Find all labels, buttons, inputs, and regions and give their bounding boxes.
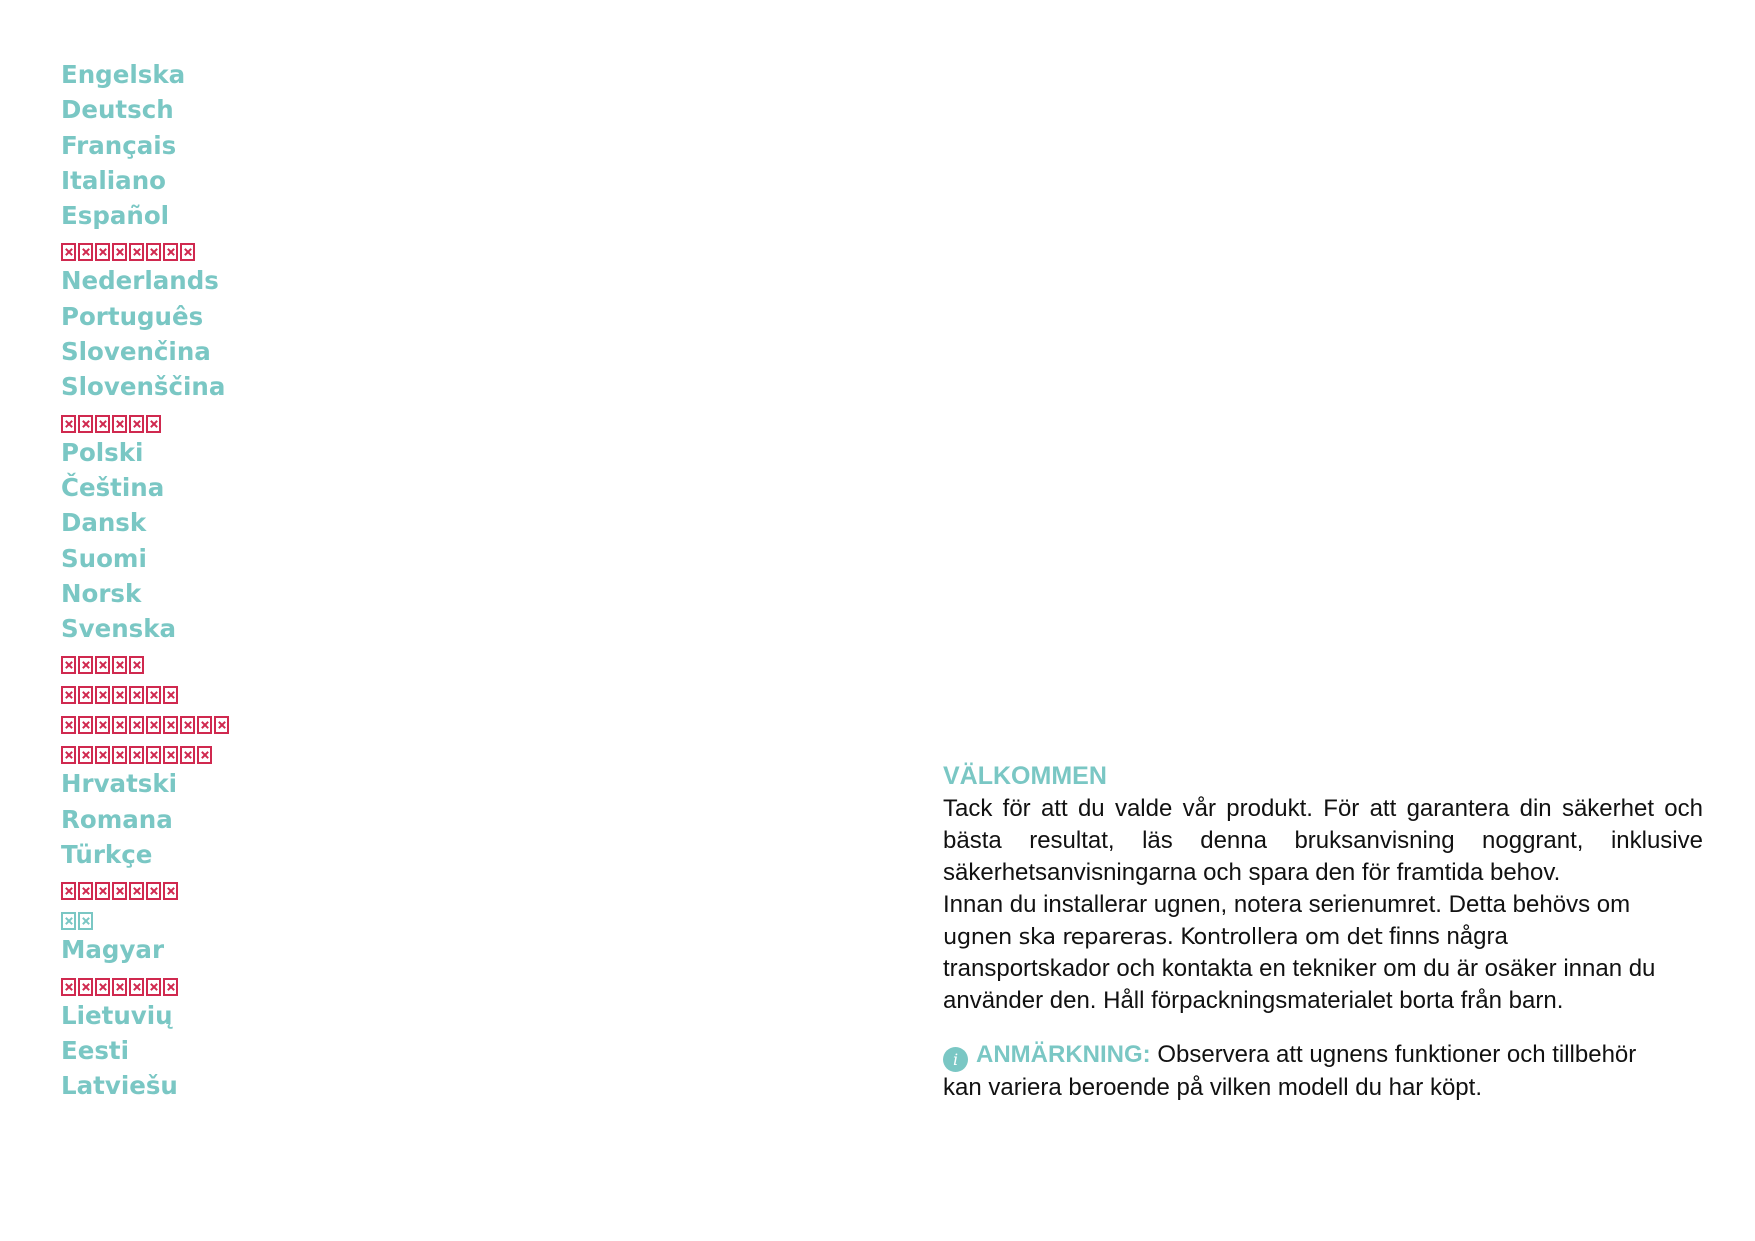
missing-glyph-icon: [112, 656, 127, 674]
language-item: Deutsch: [61, 95, 174, 125]
language-item: Français: [61, 130, 177, 160]
language-item-missing-glyphs: [61, 969, 301, 999]
missing-glyph-icon: [95, 415, 110, 433]
missing-glyph-icon: [129, 656, 144, 674]
missing-glyph-icon: [95, 243, 110, 261]
missing-glyph-icon: [61, 746, 76, 764]
welcome-line: Innan du installerar ugnen, notera serienumret. Detta behövs om: [943, 891, 1631, 918]
missing-glyph-icon: [78, 882, 93, 900]
welcome-line-part: finns några: [1382, 923, 1508, 950]
missing-glyph-icon: [112, 686, 127, 704]
missing-glyph-icon: [146, 243, 161, 261]
language-item: Suomi: [61, 543, 147, 573]
welcome-line: använder den. Håll förpackningsmaterialet borta från barn.: [943, 987, 1564, 1014]
welcome-line: transportskador och kontakta en tekniker om du är osäker innan du: [943, 955, 1656, 982]
welcome-line-mixed: [943, 921, 1703, 953]
language-item-missing-glyphs: [61, 406, 301, 436]
welcome-line: säkerhetsanvisningarna och spara den för framtida behov.: [943, 859, 1561, 886]
missing-glyph-icon: [78, 978, 93, 996]
language-item: Romana: [61, 804, 173, 834]
missing-glyph-icon: [112, 882, 127, 900]
language-item: Slovenčina: [61, 337, 211, 367]
missing-glyph-icon: [61, 243, 76, 261]
missing-glyph-icon: [163, 746, 178, 764]
missing-glyph-icon: [129, 882, 144, 900]
missing-glyph-icon: [95, 882, 110, 900]
missing-glyph-icon: [163, 716, 178, 734]
welcome-line: bästa resultat, läs denna bruksanvisning noggrant, inklusive: [943, 827, 1703, 854]
missing-glyph-icon: [95, 716, 110, 734]
missing-glyph-icon: [78, 716, 93, 734]
missing-glyph-icon: [78, 686, 93, 704]
info-icon: i: [943, 1047, 968, 1072]
missing-glyph-icon: [129, 746, 144, 764]
note-label: ANMÄRKNING:: [976, 1041, 1151, 1068]
missing-glyph-icon: [61, 978, 76, 996]
welcome-heading: VÄLKOMMEN: [943, 762, 1107, 790]
missing-glyph-icon: [163, 243, 178, 261]
missing-glyph-icon: [95, 656, 110, 674]
language-item: Português: [61, 301, 204, 331]
missing-glyph-icon: [78, 746, 93, 764]
language-list: [61, 58, 301, 1105]
missing-glyph-icon: [180, 746, 195, 764]
missing-glyph-icon: [197, 746, 212, 764]
welcome-line-part: ugnen ska repareras. Kontrollera om det: [943, 924, 1383, 950]
language-item: Slovenščina: [61, 372, 226, 402]
language-item: Polski: [61, 437, 144, 467]
missing-glyph-icon: [146, 716, 161, 734]
welcome-section: [943, 761, 1703, 1104]
language-item: Latviešu: [61, 1071, 178, 1101]
language-item: Español: [61, 201, 170, 231]
language-item: Svenska: [61, 614, 177, 644]
missing-glyph-icon: [129, 716, 144, 734]
missing-glyph-icon: [95, 686, 110, 704]
missing-glyph-icon: [61, 686, 76, 704]
missing-glyph-icon: [78, 912, 93, 930]
language-item: Italiano: [61, 165, 166, 195]
missing-glyph-icon: [180, 716, 195, 734]
missing-glyph-icon: [95, 746, 110, 764]
missing-glyph-icon: [61, 912, 76, 930]
missing-glyph-icon: [163, 686, 178, 704]
missing-glyph-icon: [197, 716, 212, 734]
language-item: Hrvatski: [61, 769, 178, 799]
language-item: Lietuvių: [61, 1000, 173, 1030]
missing-glyph-icon: [78, 415, 93, 433]
missing-glyph-icon: [61, 882, 76, 900]
missing-glyph-icon: [146, 686, 161, 704]
welcome-paragraph: [943, 793, 1703, 1017]
missing-glyph-icon: [61, 656, 76, 674]
missing-glyph-icon: [163, 978, 178, 996]
missing-glyph-icon: [129, 415, 144, 433]
language-item: Engelska: [61, 60, 186, 89]
missing-glyph-icon: [112, 415, 127, 433]
missing-glyph-icon: [146, 415, 161, 433]
missing-glyph-icon: [78, 243, 93, 261]
missing-glyph-icon: [112, 746, 127, 764]
language-item-missing-glyphs: [61, 903, 301, 933]
language-item: Magyar: [61, 935, 165, 965]
missing-glyph-icon: [214, 716, 229, 734]
language-item-missing-glyphs: [61, 707, 301, 737]
missing-glyph-icon: [146, 882, 161, 900]
missing-glyph-icon: [129, 978, 144, 996]
missing-glyph-icon: [129, 243, 144, 261]
missing-glyph-icon: [146, 746, 161, 764]
missing-glyph-icon: [78, 656, 93, 674]
language-item: Eesti: [61, 1035, 130, 1065]
missing-glyph-icon: [112, 243, 127, 261]
missing-glyph-icon: [95, 978, 110, 996]
note-paragraph: [943, 1039, 1703, 1104]
language-item: Čeština: [61, 472, 165, 502]
language-item-missing-glyphs: [61, 737, 301, 767]
language-item: Türkçe: [61, 840, 153, 870]
language-item-missing-glyphs: [61, 677, 301, 707]
language-item: Nederlands: [61, 266, 219, 296]
missing-glyph-icon: [112, 716, 127, 734]
language-item-missing-glyphs: [61, 647, 301, 677]
language-item-missing-glyphs: [61, 873, 301, 903]
missing-glyph-icon: [163, 882, 178, 900]
note-text: Observera att ugnens funktioner och tillbehör: [1150, 1041, 1637, 1068]
note-text: kan variera beroende på vilken modell du har köpt.: [943, 1074, 1482, 1101]
missing-glyph-icon: [61, 716, 76, 734]
language-item: Dansk: [61, 508, 147, 538]
language-item-missing-glyphs: [61, 234, 301, 264]
welcome-line: Tack för att du valde vår produkt. För att garantera din säkerhet och: [943, 795, 1703, 822]
language-item: Norsk: [61, 578, 142, 608]
missing-glyph-icon: [146, 978, 161, 996]
missing-glyph-icon: [129, 686, 144, 704]
missing-glyph-icon: [61, 415, 76, 433]
missing-glyph-icon: [112, 978, 127, 996]
missing-glyph-icon: [180, 243, 195, 261]
